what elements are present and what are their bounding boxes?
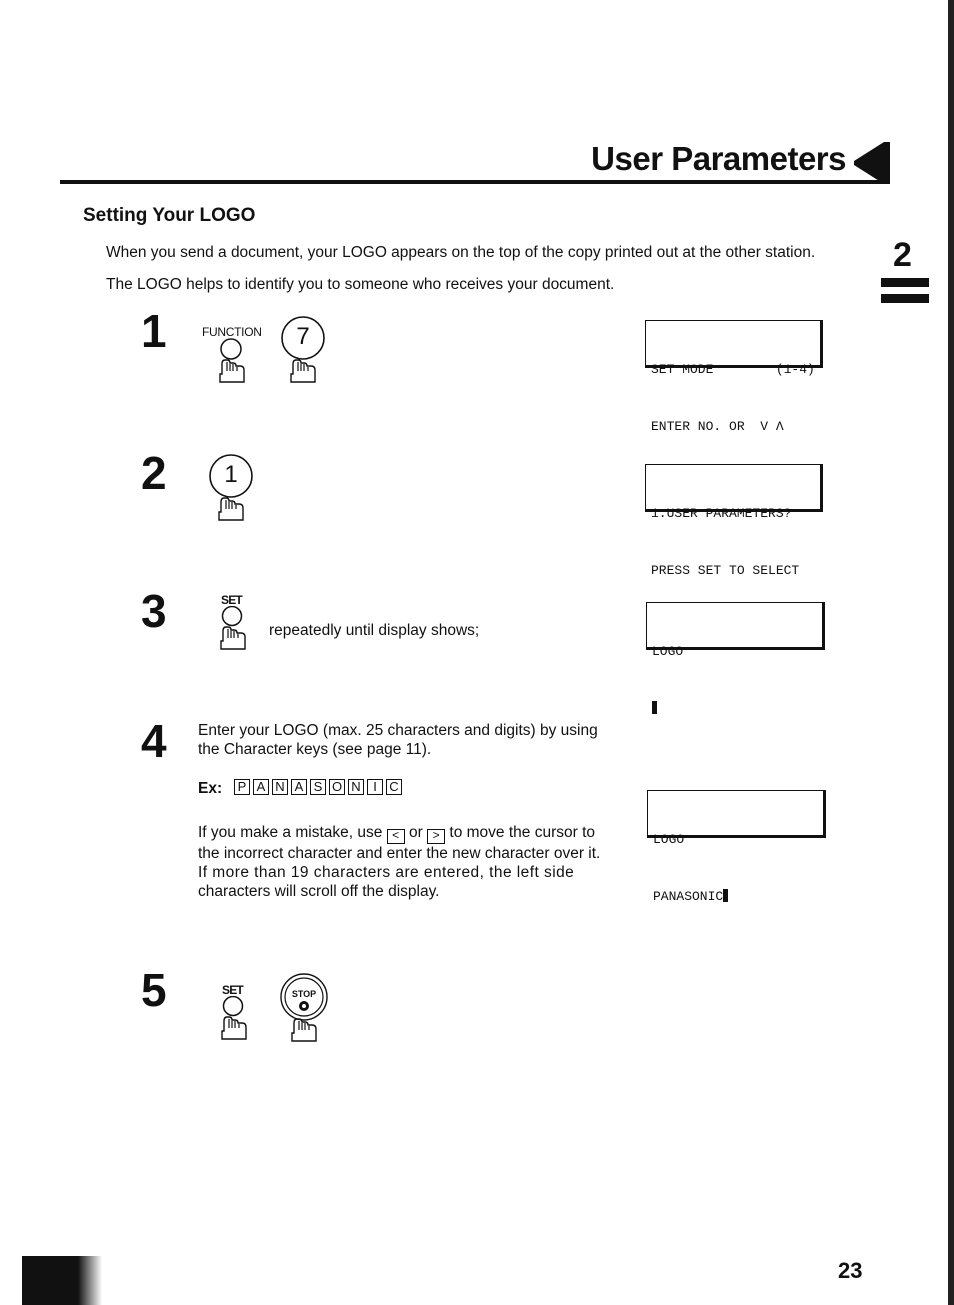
example-label: Ex: — [198, 780, 223, 797]
header-rule — [60, 180, 890, 184]
key-7-label: 7 — [296, 323, 310, 350]
lcd-line: PANASONIC — [653, 887, 818, 906]
step-number: 4 — [141, 715, 167, 767]
set-key-label: SET — [222, 983, 243, 997]
chapter-tab-bar — [881, 278, 929, 287]
step-number: 2 — [141, 447, 167, 499]
step-instruction: Enter your LOGO (max. 25 characters and digits) by using — [198, 722, 598, 739]
mistake-instruction: If you make a mistake, use < or > to move the cursor to — [198, 824, 595, 842]
lcd-line: PRESS SET TO SELECT — [651, 563, 800, 578]
lcd-display — [645, 464, 823, 578]
key-1-label: 1 — [224, 461, 238, 488]
function-key-label: FUNCTION — [202, 325, 262, 339]
page-number: 23 — [838, 1258, 863, 1283]
chapter-tab-bar — [881, 294, 929, 303]
page-edge — [948, 0, 954, 1305]
section-title: Setting Your LOGO — [83, 205, 256, 226]
keycap: C — [386, 779, 402, 795]
lcd-line: 1:USER PARAMETERS? — [651, 506, 792, 521]
stop-key-label: STOP — [291, 989, 317, 999]
lcd-display — [646, 602, 825, 659]
lcd-display — [645, 320, 823, 434]
function-button-press-icon — [214, 338, 248, 384]
chapter-number: 2 — [893, 236, 912, 274]
step-number: 1 — [141, 305, 167, 357]
keycap: A — [291, 779, 307, 795]
keycap-row — [234, 779, 402, 795]
keycap: S — [310, 779, 326, 795]
step-instruction: repeatedly until display shows; — [269, 622, 480, 639]
keycap: N — [272, 779, 288, 795]
cursor-left-key: < — [387, 829, 405, 844]
mistake-instruction: characters will scroll off the display. — [198, 883, 440, 900]
keycap: N — [348, 779, 364, 795]
keycap: I — [367, 779, 383, 795]
set-button-press-icon — [216, 996, 250, 1042]
lcd-line: LOGO — [652, 644, 684, 659]
lcd-line: SET MODE (1-4) — [651, 362, 815, 377]
lcd-display — [647, 790, 826, 904]
step-instruction: the Character keys (see page 11). — [198, 741, 432, 758]
set-key-label: SET — [221, 593, 242, 607]
stop-button-press-icon — [279, 973, 329, 1043]
step-number: 3 — [141, 585, 167, 637]
intro-text: When you send a document, your LOGO appears on the top of the copy printed out at the other station. — [106, 244, 816, 261]
lcd-line — [652, 699, 817, 718]
keycap: A — [253, 779, 269, 795]
intro-text: The LOGO helps to identify you to someone who receives your document. — [106, 276, 615, 293]
page-title: User Parameters — [591, 140, 846, 177]
step-number: 5 — [141, 964, 167, 1016]
arrow-left-icon — [852, 141, 892, 185]
scan-shadow — [22, 1256, 102, 1305]
keycap: P — [234, 779, 250, 795]
mistake-instruction: the incorrect character and enter the new character over it. — [198, 845, 601, 862]
keycap: O — [329, 779, 345, 795]
lcd-line: ENTER NO. OR V Λ — [651, 419, 784, 434]
mistake-instruction: If more than 19 characters are entered, the left side — [198, 864, 575, 881]
cursor-right-key: > — [427, 829, 445, 844]
lcd-cursor — [652, 701, 657, 714]
lcd-cursor — [723, 889, 728, 902]
set-button-press-icon — [215, 606, 249, 652]
lcd-line: LOGO — [653, 832, 685, 847]
